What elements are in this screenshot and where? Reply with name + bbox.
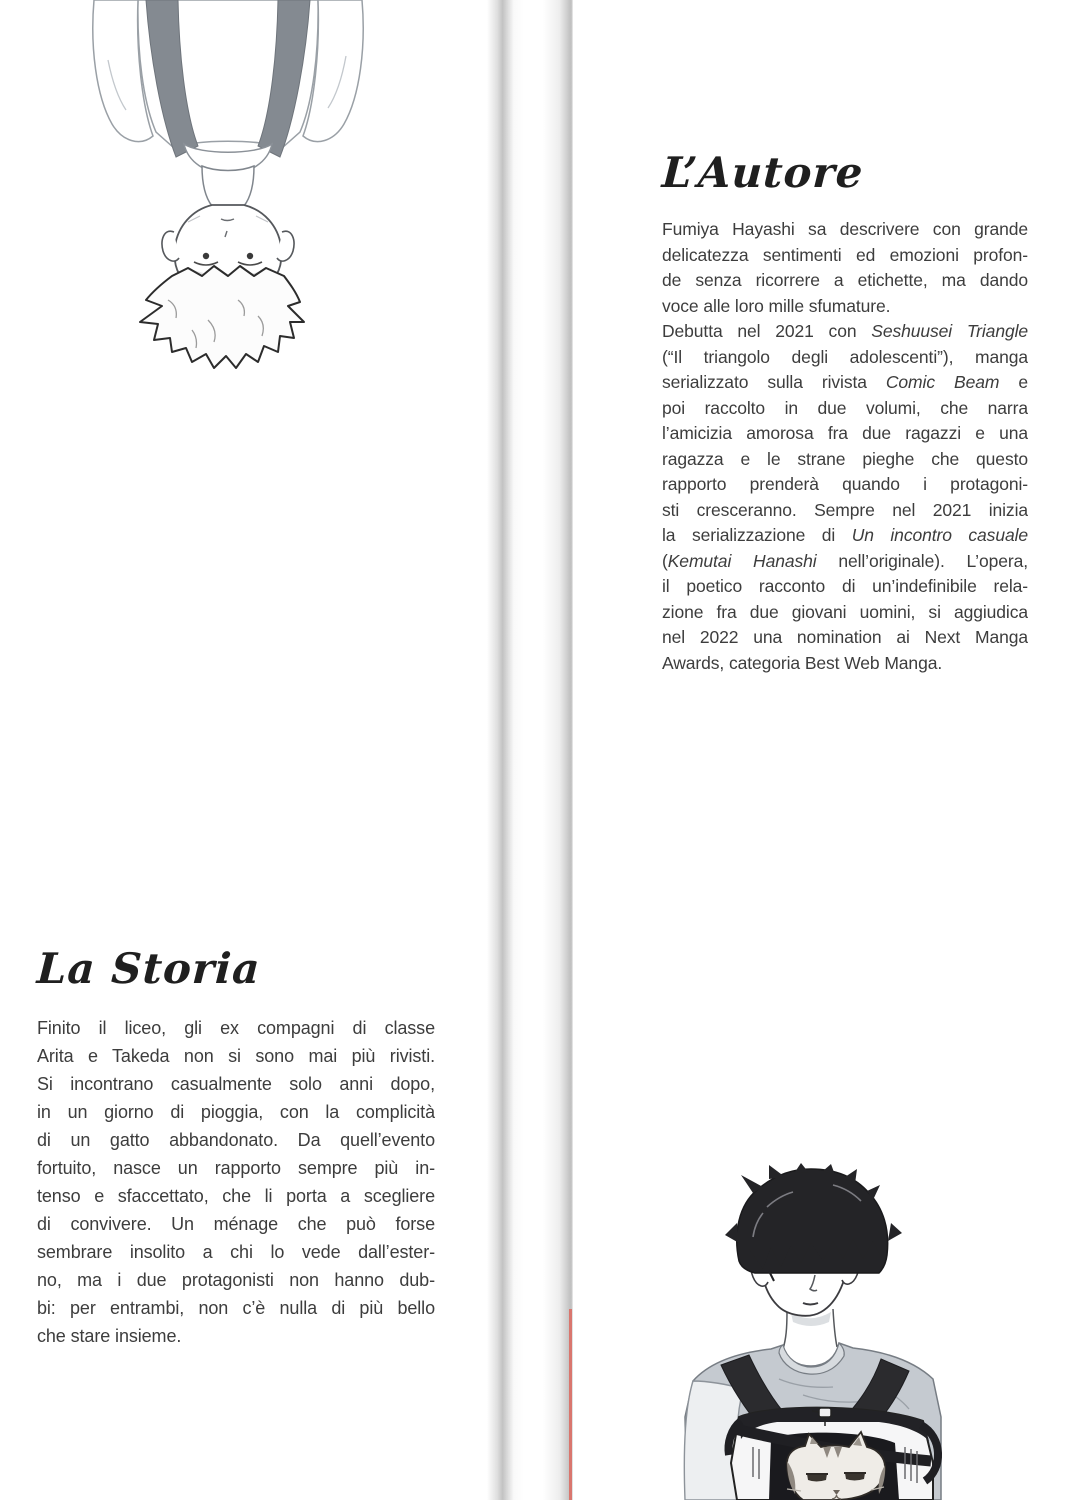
paragraph-line: serializzato sulla rivista Comic Beam e [662,372,1028,392]
paragraph-line: poi raccolto in due volumi, che narra [662,397,1028,418]
paragraph-line: che stare insieme. [37,1326,182,1346]
paragraph-line: ragazza e le strane pieghe che questo [662,448,1028,469]
paragraph-line: Si incontrano casualmente solo anni dopo, [37,1074,435,1094]
paragraph-line: (Kemutai Hanashi nell’originale). L’opera, [662,550,1028,571]
paragraph-line: il poetico racconto di un’indefinibile rela- [662,576,1028,596]
paragraph-line: Finito il liceo, gli ex compagni di classe [37,1018,435,1038]
paragraph-line: bi: per entrambi, non c’è nulla di più bello [37,1298,435,1318]
paragraph-line: no, ma i due protagonisti non hanno dub- [37,1270,435,1290]
paragraph-line: de senza ricorrere a etichette, ma dando [662,270,1028,290]
paragraph-line: nel 2022 una nomination ai Next Manga [662,627,1028,647]
red-cover-edge-line [569,1309,572,1500]
paragraph-line: la serializzazione di Un incontro casuale [662,525,1028,545]
paragraph-line: di convivere. Un ménage che può forse [37,1214,435,1234]
paragraph-line: zione fra due giovani uomini, si aggiudica [662,601,1028,622]
paragraph-line: delicatezza sentimenti ed emozioni profon- [662,244,1028,265]
paragraph-line: in un giorno di pioggia, con la complicità [37,1102,435,1122]
jacket-fold-shadow-left [487,0,524,1500]
author-heading: L’Autore [660,148,865,197]
jacket-fold-shadow-right [543,0,573,1500]
paragraph-line: Awards, categoria Best Web Manga. [662,652,943,673]
story-paragraph [37,1014,435,1350]
paragraph-line: Debutta nel 2021 con Seshuusei Triangle [662,321,1028,341]
paragraph-line: di un gatto abbandonato. Da quell’evento [37,1130,435,1150]
paragraph-line: l’amicizia amorosa fra due ragazzi e una [662,423,1028,443]
paragraph-line: sembrare insolito a chi lo vede dall’ester- [37,1242,435,1262]
paragraph-line: sti cresceranno. Sempre nel 2021 inizia [662,499,1028,520]
illustration-man-with-cat-carrier [683,1163,953,1500]
illustration-upside-down-boy [88,0,368,372]
paragraph-line: Fumiya Hayashi sa descrivere con grande [662,219,1028,239]
paragraph-line: (“Il triangolo degli adolescenti”), manga [662,346,1028,367]
paragraph-line: rapporto prenderà quando i protagoni- [662,474,1028,494]
story-heading: La Storia [35,944,262,993]
paragraph-line: Arita e Takeda non si sono mai più rivisti. [37,1046,435,1066]
author-paragraph [662,217,1028,676]
paragraph-line: tenso e sfaccettato, che li porta a scegliere [37,1186,435,1206]
paragraph-line: voce alle loro mille sfumature. [662,295,891,316]
paragraph-line: fortuito, nasce un rapporto sempre più in- [37,1158,435,1178]
